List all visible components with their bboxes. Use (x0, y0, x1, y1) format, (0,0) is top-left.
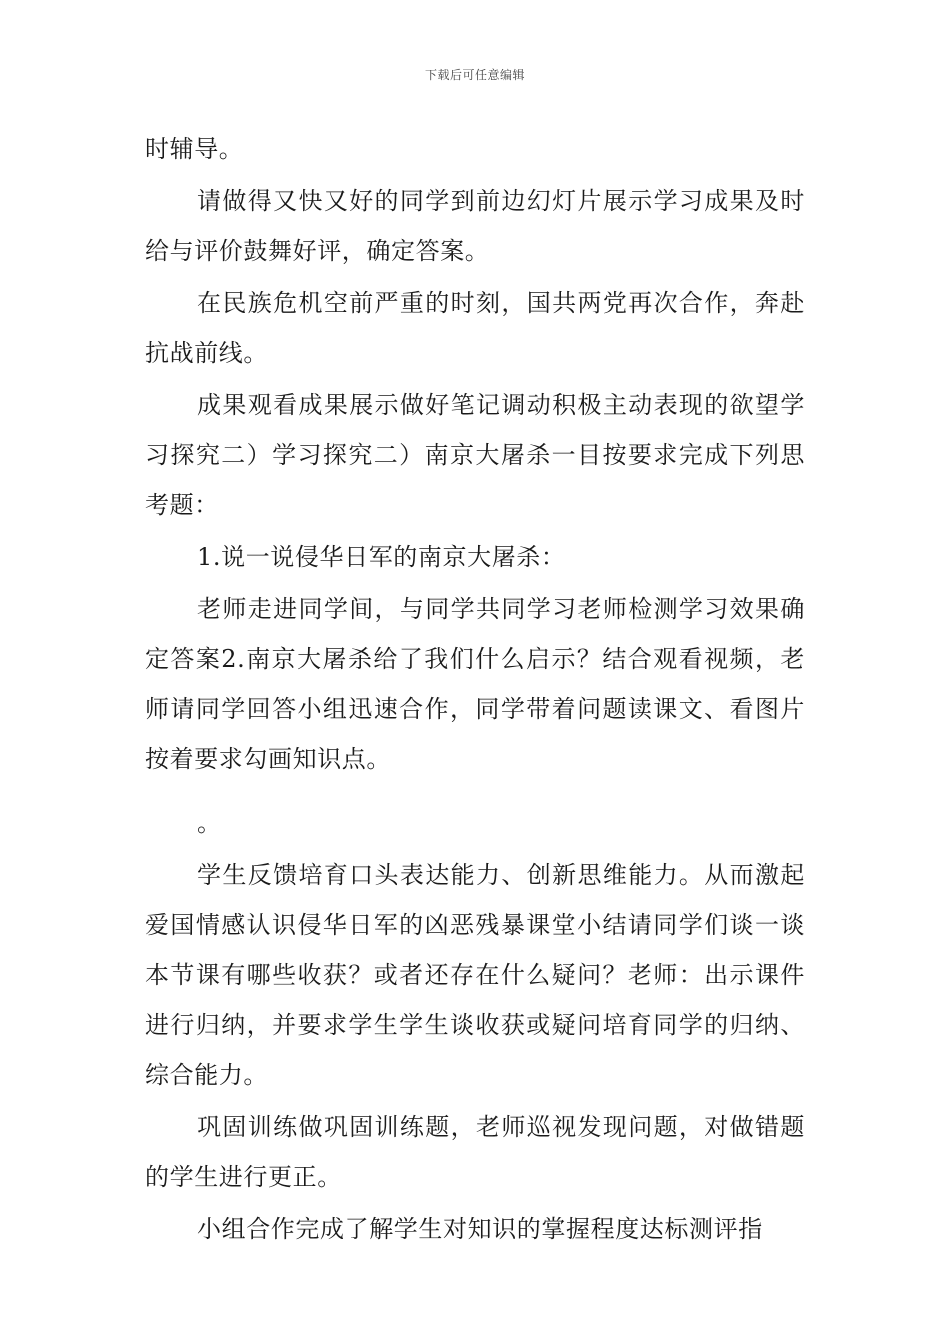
paragraph: 时辅导。 (145, 135, 244, 163)
document-body (145, 124, 805, 1256)
paragraph: 请做得又快又好的同学到前边幻灯片展示学习成果及时给与评价鼓舞好评，确定答案。 (145, 187, 805, 265)
paragraph: 。 (197, 809, 222, 837)
paragraph: 学生反馈培育口头表达能力、创新思维能力。从而激起爱国情感认识侵华日军的凶恶残暴课堂小结请同学们谈一谈本节课有哪些收获？或者还存在什么疑问？老师：出示课件进行归纳，并要求学生学生谈收获或疑问培育同学的归纳、综合能力。 (145, 861, 805, 1089)
paragraph: 1.说一说侵华日军的南京大屠杀： (197, 543, 566, 571)
paragraph: 成果观看成果展示做好笔记调动积极主动表现的欲望学习探究二）学习探究二）南京大屠杀一目按要求完成下列思考题： (145, 391, 805, 519)
paragraph: 小组合作完成了解学生对知识的掌握程度达标测评指 (197, 1215, 763, 1243)
paragraph: 老师走进同学间，与同学共同学习老师检测学习效果确定答案2.南京大屠杀给了我们什么启示？结合观看视频，老师请同学回答小组迅速合作，同学带着问题读课文、看图片按着要求勾画知识点。 (145, 595, 805, 773)
page-header: 下载后可任意编辑 (424, 68, 525, 82)
paragraph: 在民族危机空前严重的时刻，国共两党再次合作，奔赴抗战前线。 (145, 289, 805, 367)
paragraph: 巩固训练做巩固训练题，老师巡视发现问题，对做错题的学生进行更正。 (145, 1113, 805, 1191)
